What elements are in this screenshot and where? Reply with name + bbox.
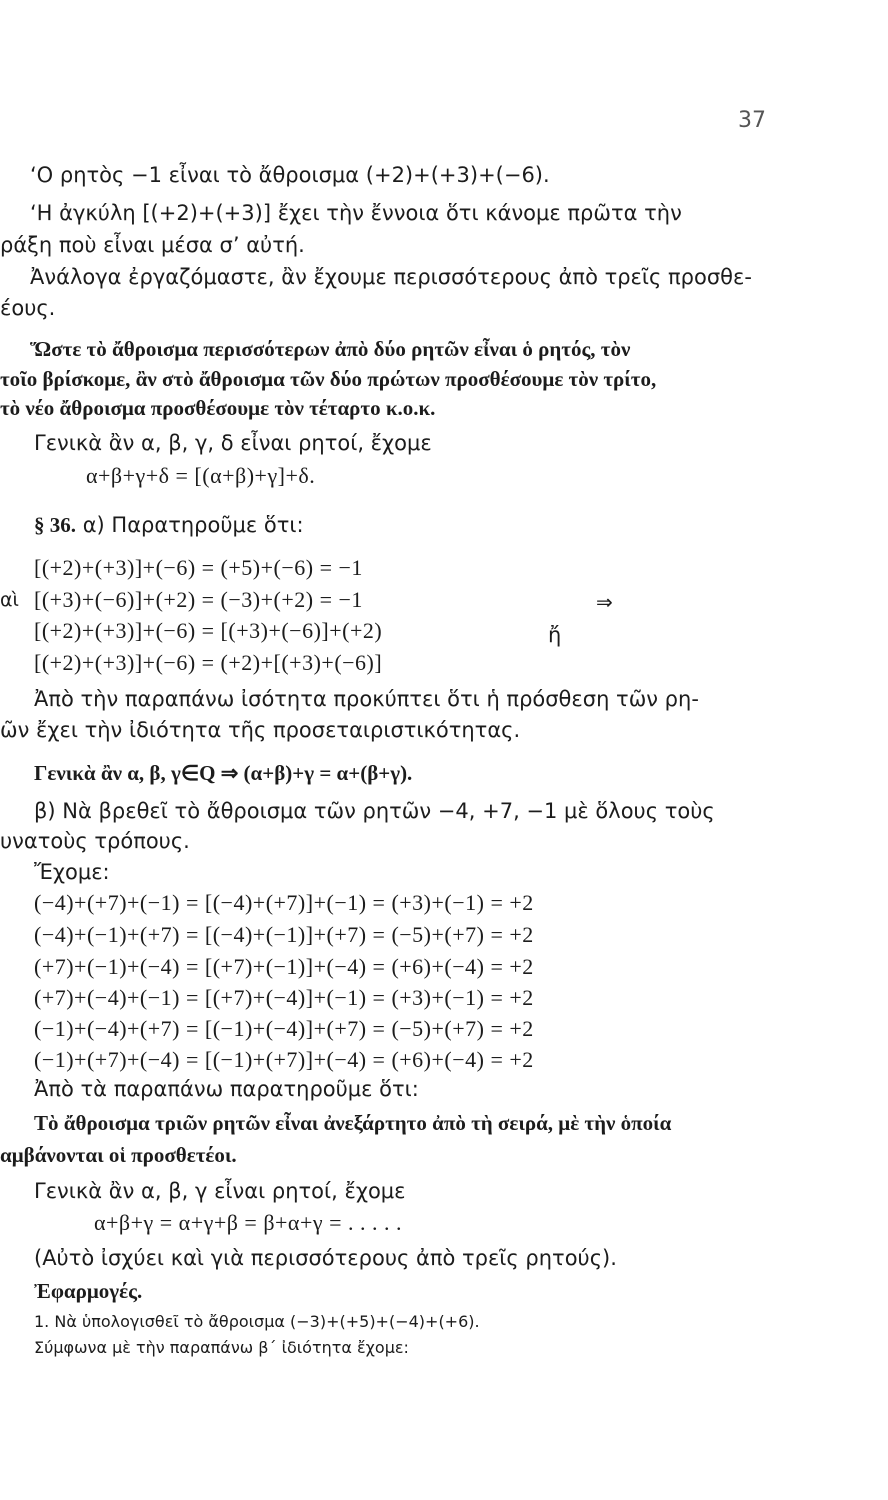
associativity-rule: Γενικὰ ἂν α, β, γ∈Q ⇒ (α+β)+γ = α+(β+γ).	[34, 761, 413, 785]
page-number: 37	[738, 108, 766, 133]
application-note: Σύμφωνα μὲ τὴν παραπάνω β΄ ἰδιότητα ἔχομε:	[34, 1338, 409, 1357]
rule-text: τοῖο βρίσκομε, ἂν στὸ ἄθροισμα τῶν δύο πρώτων προσθέσουμε τὸν τρίτο,	[0, 367, 657, 391]
equation: [(+2)+(+3)]+(−6) = (+5)+(−6) = −1	[34, 555, 363, 580]
formula: α+β+γ = α+γ+β = β+α+γ = . . . . .	[94, 1210, 402, 1235]
sum-row: (+7)+(−4)+(−1) = [(+7)+(−4)]+(−1) = (+3)+(−1) = +2	[34, 985, 534, 1010]
section-title: α) Παρατηροῦμε ὅτι:	[82, 513, 304, 537]
section-symbol: § 36.	[34, 513, 76, 537]
text-line: β) Νὰ βρεθεῖ τὸ ἄθροισμα τῶν ρητῶν −4, +7, −1 μὲ ὅλους τοὺς	[34, 799, 715, 823]
section-heading	[34, 512, 304, 538]
text-line: υνατοὺς τρόπους.	[0, 829, 190, 853]
rule-text: Τὸ ἄθροισμα τριῶν ρητῶν εἶναι ἀνεξάρτητο ἀπὸ τὴ σειρά, μὲ τὴν ὁποία	[34, 1111, 672, 1135]
sum-row: (−1)+(+7)+(−4) = [(−1)+(+7)]+(−4) = (+6)+(−4) = +2	[34, 1047, 534, 1072]
sum-row: (−4)+(−1)+(+7) = [(−4)+(−1)]+(+7) = (−5)+(+7) = +2	[34, 922, 534, 947]
equation: [(+2)+(+3)]+(−6) = [(+3)+(−6)]+(+2)	[34, 618, 383, 643]
text-line: Ἔχομε:	[34, 860, 110, 884]
text-line: ῶν ἔχει τὴν ἰδιότητα τῆς προσεταιριστικότητας.	[0, 718, 521, 742]
rule-text: αμβάνονται οἱ προσθετέοι.	[0, 1143, 237, 1167]
implies-arrow: ⇒	[596, 590, 613, 614]
sum-row: (−1)+(−4)+(+7) = [(−1)+(−4)]+(+7) = (−5)+(+7) = +2	[34, 1016, 534, 1041]
equation: [(+3)+(−6)]+(+2) = (−3)+(+2) = −1	[34, 587, 363, 612]
sum-row: (−4)+(+7)+(−1) = [(−4)+(+7)]+(−1) = (+3)+(−1) = +2	[34, 890, 534, 915]
text-line: Ἀπὸ τὴν παραπάνω ἰσότητα προκύπτει ὅτι ἡ πρόσθεση τῶν ρη-	[34, 687, 699, 711]
text-line: Ἀνάλογα ἐργαζόμαστε, ἂν ἔχουμε περισσότερους ἀπὸ τρεῖς προσθε-	[30, 265, 752, 289]
applications-heading: Ἐφαρμογές.	[34, 1279, 143, 1303]
text-line: Γενικὰ ἂν α, β, γ εἶναι ρητοί, ἔχομε	[34, 1179, 406, 1203]
formula: α+β+γ+δ = [(α+β)+γ]+δ.	[86, 463, 316, 488]
equation: [(+2)+(+3)]+(−6) = (+2)+[(+3)+(−6)]	[34, 650, 383, 675]
application-item: 1. Νὰ ὑπολογισθεῖ τὸ ἄθροισμα (−3)+(+5)+(−4)+(+6).	[34, 1312, 480, 1331]
rule-text: τὸ νέο ἄθροισμα προσθέσουμε τὸν τέταρτο κ.ο.κ.	[0, 396, 436, 420]
text-line: ‘Ο ρητὸς −1 εἶναι τὸ ἄθροισμα (+2)+(+3)+(−6).	[30, 163, 550, 187]
rule-text: Ὥστε τὸ ἄθροισμα περισσότερων ἀπὸ δύο ρητῶν εἶναι ὁ ρητός, τὸν	[30, 337, 631, 361]
sum-row: (+7)+(−1)+(−4) = [(+7)+(−1)]+(−4) = (+6)+(−4) = +2	[34, 954, 534, 979]
equation-prefix: αὶ	[0, 589, 19, 611]
text-line: Ἀπὸ τὰ παραπάνω παρατηροῦμε ὅτι:	[34, 1077, 419, 1101]
text-line: ‘Η ἀγκύλη [(+2)+(+3)] ἔχει τὴν ἔννοια ὅτι κάνομε πρῶτα τὴν	[30, 201, 682, 225]
text-line: Γενικὰ ἂν α, β, γ, δ εἶναι ρητοί, ἔχομε	[34, 431, 432, 455]
text-line: ράξη ποὺ εἶναι μέσα σ’ αὐτή.	[0, 233, 305, 257]
equation-suffix: ἤ	[548, 623, 562, 647]
text-line: έους.	[0, 296, 56, 320]
text-line: (Αὐτὸ ἰσχύει καὶ γιὰ περισσότερους ἀπὸ τρεῖς ρητούς).	[34, 1246, 617, 1270]
